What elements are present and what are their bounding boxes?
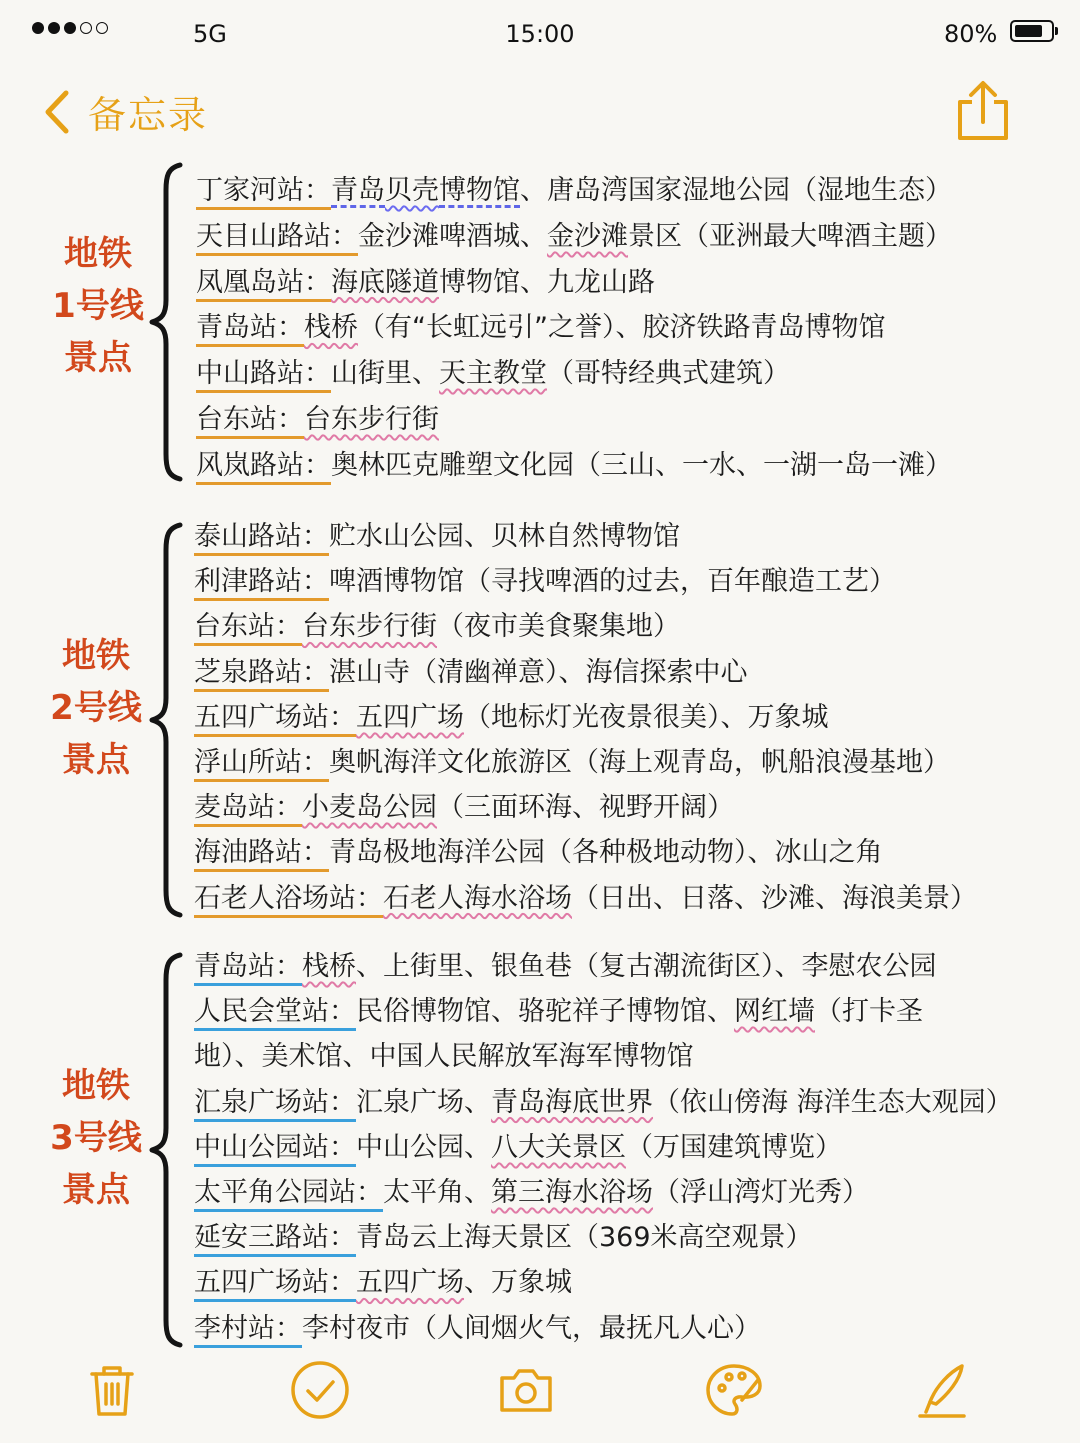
attraction-text: 台东步行街: [304, 404, 439, 435]
attraction-text: （三面环海、视野开阔）: [437, 792, 734, 824]
note-line: [194, 830, 883, 875]
note-line: [194, 876, 977, 921]
attraction-text: 奥帆海洋文化旅游区（海上观青岛，帆船浪漫基地）: [329, 747, 950, 778]
curly-brace: [148, 162, 188, 482]
station-name: 台东站：: [196, 404, 304, 439]
group-label: [38, 228, 158, 384]
attraction-text: 湛山寺（清幽禅意）、海信探索中心: [329, 656, 748, 688]
attraction-text: 太平角、: [383, 1177, 491, 1208]
attraction-text: 八大关景区: [491, 1131, 626, 1163]
station-name: 青岛站：: [196, 312, 304, 347]
note-line: [194, 1170, 869, 1215]
note-line: [194, 740, 950, 785]
attraction-text: 、上街里、银鱼巷（复古潮流街区）、李慰农公园: [356, 951, 937, 982]
attraction-text: 青岛云上海天景区（369米高空观景）: [356, 1222, 813, 1254]
station-name: 延安三路站：: [194, 1222, 356, 1257]
compose-button[interactable]: [912, 1358, 976, 1422]
attraction-text: （日出、日落、沙滩、海浪美景）: [572, 882, 977, 914]
curly-brace: [148, 952, 188, 1348]
station-name: 台东站：: [194, 611, 302, 646]
share-button[interactable]: [950, 78, 1014, 144]
chevron-left-icon: [40, 87, 74, 137]
group-label-line: 1号线: [52, 286, 144, 326]
attraction-text: 贮水山公园、贝林自然博物馆: [329, 521, 680, 552]
note-line: [194, 559, 896, 604]
note-line: [194, 1306, 761, 1351]
attraction-text: 博物馆、九龙山路: [439, 266, 655, 298]
back-button[interactable]: [40, 84, 208, 139]
attraction-text: 五四广场: [356, 1267, 464, 1299]
station-name: 海油路站：: [194, 837, 329, 872]
note-line: [194, 650, 748, 695]
station-name: 五四广场站：: [194, 702, 356, 737]
station-name: 天目山路站：: [196, 221, 358, 256]
attraction-text: 栈桥: [304, 312, 358, 344]
attraction-text: 李村夜市（人间烟火气，最抚凡人心）: [302, 1312, 761, 1344]
attraction-text: 博物馆: [439, 175, 520, 206]
group-label-line: 地铁: [62, 1066, 130, 1106]
station-name: 利津路站：: [194, 566, 329, 601]
attraction-text: 青岛极地海洋公园（各种极地动物）、冰山之角: [329, 837, 883, 869]
note-line: [194, 1125, 842, 1170]
station-name: 浮山所站：: [194, 747, 329, 782]
attraction-text: （地标灯光夜景很美）、万象城: [464, 701, 829, 733]
attraction-text: 山街里、: [331, 358, 439, 390]
attraction-text: 青岛海底世界: [491, 1086, 653, 1118]
note-line: [196, 214, 952, 259]
station-name: 青岛站：: [194, 951, 302, 986]
note-line: [194, 944, 937, 989]
station-name: 汇泉广场站：: [194, 1087, 356, 1122]
checklist-button[interactable]: [288, 1358, 352, 1422]
markup-button[interactable]: [702, 1358, 766, 1422]
attraction-text: 金沙滩: [547, 220, 628, 252]
station-name: 太平角公园站：: [194, 1177, 383, 1212]
group-label: [36, 1060, 156, 1216]
group-label-line: 景点: [62, 740, 130, 780]
attraction-text: （夜市美食聚集地）: [437, 611, 680, 643]
station-name: 麦岛站：: [194, 792, 302, 827]
note-line: [196, 168, 952, 213]
note-line: [196, 397, 439, 442]
station-name: 芝泉路站：: [194, 657, 329, 692]
attraction-text: 奥林匹克雕塑文化园（三山、一水、一湖一岛一滩）: [331, 449, 952, 481]
attraction-text: （有“长虹远引”之誉）、胶济铁路青岛博物馆: [358, 312, 886, 344]
attraction-text: 贝壳: [385, 175, 439, 206]
delete-button[interactable]: [80, 1358, 144, 1422]
station-name: 凤凰岛站：: [196, 267, 331, 302]
note-line: [194, 785, 734, 830]
attraction-text: 、唐岛湾国家湿地公园（湿地生态）: [520, 175, 952, 206]
battery-icon: [1010, 20, 1054, 42]
note-line: [194, 1034, 694, 1079]
compose-icon: [912, 1358, 976, 1422]
group-label-line: 地铁: [64, 234, 132, 274]
group-label-line: 景点: [64, 338, 132, 378]
attraction-text: 金沙滩啤酒城、: [358, 220, 547, 252]
camera-icon: [494, 1358, 558, 1422]
share-icon: [950, 78, 1014, 144]
group-label-line: 3号线: [50, 1118, 142, 1158]
station-name: 人民会堂站：: [194, 996, 356, 1031]
bottom-toolbar: [0, 1350, 1080, 1430]
attraction-text: 景区（亚洲最大啤酒主题）: [628, 220, 952, 252]
attraction-text: （万国建筑博览）: [626, 1131, 842, 1163]
note-line: [196, 260, 655, 305]
battery-percent: 80%: [944, 20, 998, 48]
note-line: [196, 443, 952, 488]
attraction-text: 汇泉广场、: [356, 1086, 491, 1118]
note-line: [194, 1080, 1013, 1125]
attraction-text: 啤酒博物馆（寻找啤酒的过去，百年酿造工艺）: [329, 566, 896, 598]
attraction-text: 台东步行街: [302, 611, 437, 643]
note-line: [194, 695, 829, 740]
back-label: 备忘录: [88, 93, 209, 137]
attraction-text: 中山公园、: [356, 1131, 491, 1163]
attraction-text: 网红墙: [734, 996, 815, 1028]
station-name: 风岚路站：: [196, 450, 331, 485]
station-name: 五四广场站：: [194, 1267, 356, 1302]
note-line: [194, 1260, 572, 1305]
note-line: [196, 351, 790, 396]
attraction-text: 民俗博物馆、骆驼祥子博物馆、: [356, 996, 734, 1028]
attraction-text: 、万象城: [464, 1267, 572, 1299]
group-label-line: 地铁: [62, 636, 130, 676]
attraction-text: 地）、美术馆、中国人民解放军海军博物馆: [194, 1041, 694, 1073]
palette-icon: [702, 1358, 766, 1422]
station-name: 中山公园站：: [194, 1132, 356, 1167]
status-time: 15:00: [505, 20, 575, 48]
attraction-text: 栈桥: [302, 951, 356, 982]
attraction-text: 五四广场: [356, 701, 464, 733]
attraction-text: 青岛: [331, 175, 385, 206]
station-name: 李村站：: [194, 1313, 302, 1348]
attraction-text: 天主教堂: [439, 358, 547, 390]
station-name: 丁家河站：: [196, 175, 331, 210]
station-name: 中山路站：: [196, 358, 331, 393]
note-line: [194, 514, 680, 559]
group-label: [36, 630, 156, 786]
attraction-text: （哥特经典式建筑）: [547, 358, 790, 390]
station-name: 石老人浴场站：: [194, 883, 383, 918]
note-line: [194, 989, 923, 1034]
checklist-icon: [288, 1358, 352, 1422]
attraction-text: （依山傍海 海洋生态大观园）: [653, 1086, 1013, 1118]
group-label-line: 2号线: [50, 688, 142, 728]
group-label-line: 景点: [62, 1170, 130, 1210]
attraction-text: （打卡圣: [815, 996, 923, 1028]
note-line: [196, 305, 885, 350]
attraction-text: 海底隧道: [331, 266, 439, 298]
attraction-text: 石老人海水浴场: [383, 882, 572, 914]
attraction-text: （浮山湾灯光秀）: [653, 1177, 869, 1208]
camera-button[interactable]: [494, 1358, 558, 1422]
curly-brace: [148, 522, 188, 918]
trash-icon: [80, 1358, 144, 1422]
note-line: [194, 604, 680, 649]
carrier-label: 5G: [193, 20, 227, 48]
attraction-text: 第三海水浴场: [491, 1177, 653, 1208]
note-line: [194, 1215, 813, 1260]
attraction-text: 小麦岛公园: [302, 792, 437, 824]
status-bar: [0, 0, 1080, 66]
station-name: 泰山路站：: [194, 521, 329, 556]
